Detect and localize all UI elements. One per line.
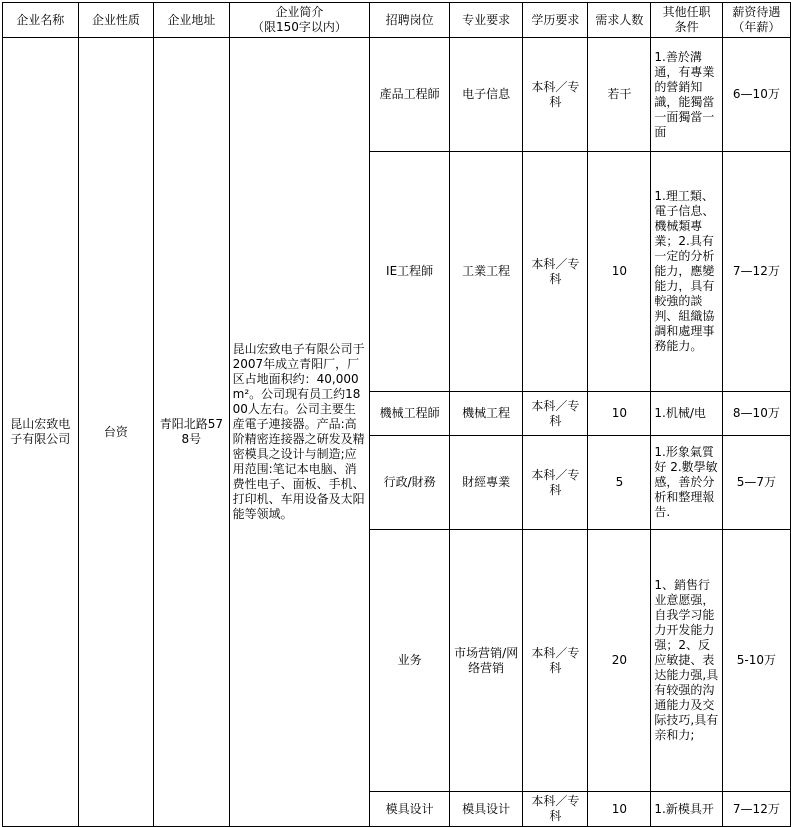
cell-company-type: 台资	[78, 38, 154, 827]
cell-post: 產品工程師	[370, 38, 450, 152]
cell-salary: 6—10万	[722, 38, 790, 152]
header-other-conditions	[651, 3, 722, 38]
header-company-name: 企业名称	[3, 3, 79, 38]
cell-count: 10	[588, 152, 651, 392]
cell-salary: 5—7万	[722, 436, 790, 530]
header-company-type: 企业性质	[78, 3, 154, 38]
cell-education: 本科／专科	[523, 792, 588, 827]
header-salary-line2: （年薪）	[732, 20, 781, 34]
cell-education: 本科／专科	[523, 530, 588, 792]
recruitment-table-page	[0, 2, 791, 823]
header-salary	[722, 3, 790, 38]
header-other-conditions-line2: 条件	[674, 20, 699, 34]
cell-post: 機械工程師	[370, 392, 450, 436]
cell-post: 业务	[370, 530, 450, 792]
cell-major: 財經專業	[449, 436, 522, 530]
cell-count: 5	[588, 436, 651, 530]
header-company-address: 企业地址	[154, 3, 230, 38]
header-count: 需求人数	[588, 3, 651, 38]
cell-company-address: 青阳北路578号	[154, 38, 230, 827]
cell-major: 工業工程	[449, 152, 522, 392]
cell-company-intro: 昆山宏致电子有限公司于2007年成立青阳厂，厂区占地面积约：40,000m²。公司现有员工约1800人左右。公司主要生産電子連接器。产品:高阶精密连接器之硏发及精密模具之设计与制造;应用范围:笔记本电脑、消费性电子、面板、手机、打印机、车用设备及太阳能等领域。	[229, 38, 370, 827]
table-row	[3, 38, 791, 152]
cell-other-conditions: 1.机械/电	[651, 392, 722, 436]
header-education: 学历要求	[523, 3, 588, 38]
cell-other-conditions: 1、銷售行业意愿强，自我学习能力开发能力强；2、反应敏捷、表达能力强,具有较强的沟通能力及交际技巧,具有亲和力;	[651, 530, 722, 792]
cell-salary: 7—12万	[722, 152, 790, 392]
cell-education: 本科／专科	[523, 38, 588, 152]
header-salary-line1: 薪资待遇	[732, 5, 781, 19]
cell-other-conditions: 1.理工類、電子信息、機械類專業；2.具有一定的分析能力，應變能力，具有較強的談判、組織協調和處理事務能力。	[651, 152, 722, 392]
cell-salary: 7—12万	[722, 792, 790, 827]
header-company-intro-line1: 企业简介	[275, 5, 324, 19]
cell-post: 模具设计	[370, 792, 450, 827]
cell-major: 市场营销/网络营销	[449, 530, 522, 792]
table-header-row	[3, 3, 791, 38]
cell-post: 行政/財務	[370, 436, 450, 530]
cell-education: 本科／专科	[523, 436, 588, 530]
header-major: 专业要求	[449, 3, 522, 38]
cell-salary: 8—10万	[722, 392, 790, 436]
cell-count: 若干	[588, 38, 651, 152]
cell-other-conditions: 1.善於溝通，有專業的營銷知識，能獨當一面獨當一面	[651, 38, 722, 152]
cell-post: IE工程師	[370, 152, 450, 392]
header-company-intro-line2: （限150字以内）	[251, 20, 347, 34]
header-other-conditions-line1: 其他任职	[662, 5, 711, 19]
cell-education: 本科／专科	[523, 392, 588, 436]
recruitment-table	[2, 2, 791, 827]
cell-count: 10	[588, 392, 651, 436]
cell-major: 模具设计	[449, 792, 522, 827]
cell-major: 电子信息	[449, 38, 522, 152]
cell-major: 機械工程	[449, 392, 522, 436]
cell-other-conditions: 1.形象氣質好 2.數學敏感，善於分析和整理報告.	[651, 436, 722, 530]
header-post: 招聘岗位	[370, 3, 450, 38]
cell-salary: 5-10万	[722, 530, 790, 792]
cell-count: 10	[588, 792, 651, 827]
header-company-intro	[229, 3, 370, 38]
cell-education: 本科／专科	[523, 152, 588, 392]
cell-company-name: 昆山宏致电子有限公司	[3, 38, 79, 827]
cell-other-conditions: 1.新模具开	[651, 792, 722, 827]
cell-count: 20	[588, 530, 651, 792]
